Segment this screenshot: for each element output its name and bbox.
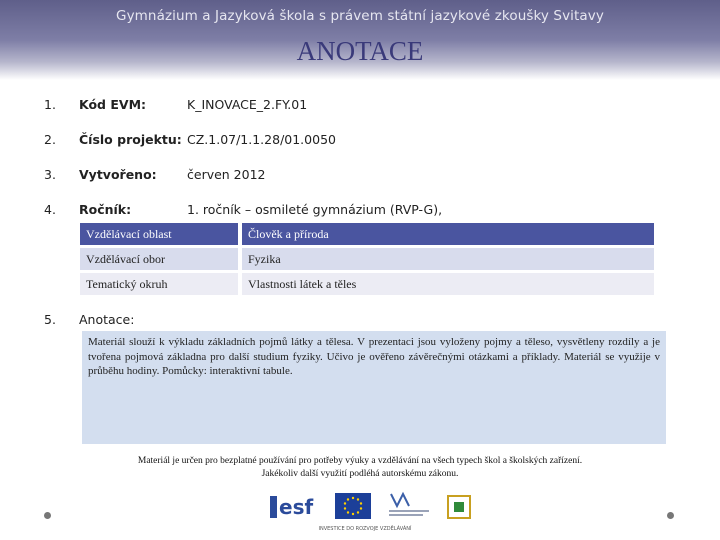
region-logo	[446, 494, 472, 520]
annotation-text: Materiál slouží k výkladu základních pojmů látky a tělesa. V prezentaci jsou vyloženy pojmy a těleso, vysvětleny rozdíly a je tvořena pojmová základna pro další studium fyziky. Učivo je ověřeno závěrečnými otázkami a příklady. Materiál se využije v průběhu hodiny. Pomůcky: interaktivní tabule.	[82, 331, 666, 444]
field-number: 1.	[44, 97, 56, 112]
table-key: Tematický okruh	[80, 273, 242, 295]
eu-flag-logo	[335, 493, 371, 519]
school-name: Gymnázium a Jazyková škola s právem státní jazykové zkoušky Svitavy	[116, 8, 604, 24]
page-title: ANOTACE	[296, 36, 424, 66]
table-key: Vzdělávací oblast	[80, 223, 242, 245]
field-label: Kód EVM:	[79, 97, 147, 112]
field-value: K_INOVACE_2.FY.01	[187, 97, 308, 112]
footer-line-1: Materiál je určen pro bezplatné používání pro potřeby výuky a vzdělávání na všech typech škol a školských zařízení.	[137, 456, 583, 466]
field-value: CZ.1.07/1.1.28/01.0050	[187, 132, 336, 147]
field-number: 2.	[44, 132, 56, 147]
esf-logo	[270, 492, 328, 524]
table-row	[80, 273, 654, 295]
table-key: Vzdělávací obor	[80, 248, 242, 270]
footer-line-2: Jakékoliv další využití podléhá autorskému zákonu.	[261, 469, 459, 479]
footer-note	[100, 455, 620, 481]
field-value: 1. ročník – osmileté gymnázium (RVP-G),	[187, 202, 443, 217]
field-value: červen 2012	[187, 167, 266, 182]
svg-text:esf: esf	[279, 495, 314, 519]
annotation-label: Anotace:	[79, 312, 135, 327]
table-value: Člověk a příroda	[242, 223, 654, 245]
field-label: Číslo projektu:	[79, 132, 182, 147]
field-label: Ročník:	[79, 202, 132, 217]
annotation-number: 5.	[44, 312, 56, 327]
table-value: Vlastnosti látek a těles	[242, 273, 654, 295]
bullet-dot-right	[667, 512, 674, 519]
field-number: 3.	[44, 167, 56, 182]
table-row	[80, 223, 654, 245]
field-label: Vytvořeno:	[79, 167, 157, 182]
subject-table	[80, 220, 654, 298]
bullet-dot-left	[44, 512, 51, 519]
table-value: Fyzika	[242, 248, 654, 270]
field-number: 4.	[44, 202, 56, 217]
table-row	[80, 248, 654, 270]
msmt-logo	[385, 490, 437, 520]
logo-caption: INVESTICE DO ROZVOJE VZDĚLÁVÁNÍ	[318, 526, 412, 532]
